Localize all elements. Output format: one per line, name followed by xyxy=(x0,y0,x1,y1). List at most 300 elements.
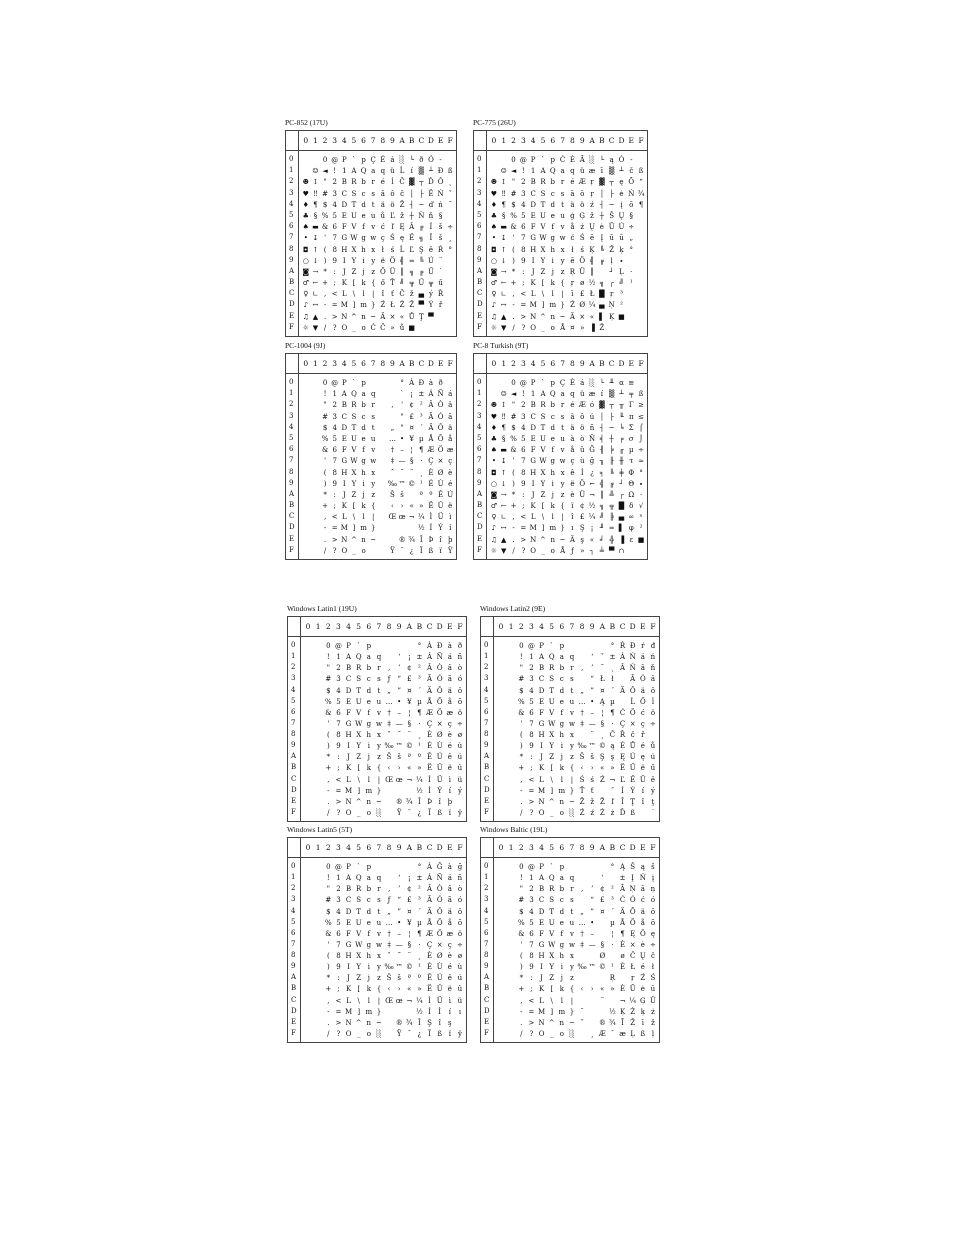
character-cell: 2 xyxy=(332,178,337,187)
column-header: A xyxy=(589,359,595,368)
character-cell: Ĺ xyxy=(399,245,405,254)
character-cell: d xyxy=(366,686,372,695)
character-cell: z xyxy=(560,267,565,276)
character-cell: P xyxy=(346,863,351,871)
character-cell: ^ xyxy=(548,797,555,806)
character-cell: W xyxy=(350,457,358,466)
character-cell: < xyxy=(520,290,527,299)
character-cell: £ xyxy=(579,290,585,299)
character-cell: × xyxy=(579,312,586,321)
character-cell: £ xyxy=(600,896,605,905)
character-cell: I xyxy=(342,479,346,488)
character-cell: › xyxy=(590,985,594,994)
row-header: D xyxy=(289,523,295,532)
character-cell: Ž xyxy=(409,301,415,310)
character-cell: # xyxy=(518,675,525,684)
character-cell: \ xyxy=(352,513,356,522)
character-cell: │ xyxy=(409,189,414,198)
character-cell: G xyxy=(538,719,545,728)
character-cell: l xyxy=(551,513,554,522)
column-header: 8 xyxy=(386,843,392,852)
character-cell: Ø xyxy=(436,952,443,960)
character-cell: $ xyxy=(511,200,516,209)
character-cell: k xyxy=(550,279,555,288)
character-cell: = xyxy=(331,301,338,310)
character-cell: a xyxy=(560,167,565,176)
character-cell: Ç xyxy=(426,940,433,949)
character-cell: æ xyxy=(446,929,454,938)
column-header: 0 xyxy=(498,622,504,631)
character-cell: R xyxy=(351,178,357,187)
character-cell: · xyxy=(611,719,614,728)
character-cell: V xyxy=(356,708,362,717)
character-cell: ® xyxy=(395,1018,403,1027)
character-cell: < xyxy=(335,775,342,784)
character-cell: ↨ xyxy=(312,234,319,243)
character-cell: * xyxy=(519,753,524,762)
character-cell: C xyxy=(341,189,347,198)
character-cell: ë xyxy=(640,764,645,773)
character-cell: , xyxy=(520,775,523,784)
character-cell: d xyxy=(361,423,366,432)
character-cell: í xyxy=(448,786,451,795)
character-cell: b xyxy=(550,401,556,410)
row-header: 2 xyxy=(477,400,482,409)
character-cell: µ xyxy=(610,697,615,706)
character-cell: ˙ xyxy=(651,808,655,817)
character-cell: 3 xyxy=(521,412,526,421)
character-cell: K xyxy=(538,764,545,773)
character-cell: ] xyxy=(541,301,545,310)
character-cell: į xyxy=(651,874,655,883)
character-cell: E xyxy=(539,697,545,706)
character-cell: G xyxy=(530,234,536,243)
character-cell: ' xyxy=(520,719,523,728)
column-header: E xyxy=(447,843,453,852)
character-cell: ç xyxy=(640,719,645,728)
character-cell: Î xyxy=(429,234,433,243)
character-cell: m xyxy=(549,301,557,310)
character-cell: Ľ xyxy=(620,775,625,784)
character-cell: v xyxy=(371,446,376,455)
character-cell: º xyxy=(417,753,422,762)
row-header: E xyxy=(291,1017,297,1026)
character-cell: ® xyxy=(398,535,406,544)
character-cell: × xyxy=(629,719,636,728)
character-cell: Æ xyxy=(578,401,586,410)
character-cell: ± xyxy=(418,390,425,399)
character-cell: ī xyxy=(600,167,603,176)
character-cell: · xyxy=(630,267,633,276)
character-cell: ∟ xyxy=(500,290,507,299)
column-header: A xyxy=(399,136,405,145)
character-cell: ? xyxy=(336,1029,341,1038)
character-cell: Ž xyxy=(579,797,585,806)
character-cell: m xyxy=(558,786,566,795)
character-cell: t xyxy=(561,200,564,209)
character-cell: ½ xyxy=(417,524,425,533)
character-cell: ú xyxy=(457,974,463,983)
character-cell: ^ xyxy=(351,312,357,321)
character-cell: ð xyxy=(419,156,424,164)
character-cell: ů xyxy=(380,211,386,220)
character-cell: Å xyxy=(560,323,566,332)
character-cell: ‹ xyxy=(387,985,391,994)
character-cell: a xyxy=(559,874,564,883)
character-cell: Š xyxy=(609,211,615,220)
character-cell: e xyxy=(361,434,366,443)
character-cell: Ô xyxy=(629,686,636,695)
character-cell: ? xyxy=(332,323,337,332)
character-cell: a xyxy=(366,874,371,883)
character-cell: š xyxy=(651,863,655,871)
character-cell: G xyxy=(345,940,352,949)
row-header: 8 xyxy=(291,951,296,959)
row-header: 1 xyxy=(477,389,482,398)
character-cell: ĺ xyxy=(391,178,394,187)
character-cell: · xyxy=(418,940,421,949)
character-cell: d xyxy=(559,907,565,916)
character-cell: ? xyxy=(529,1029,534,1038)
character-cell: ‚ xyxy=(580,664,584,673)
character-cell: Y xyxy=(540,256,546,265)
character-cell: [ xyxy=(357,985,361,994)
character-cell: 8 xyxy=(332,245,337,254)
character-cell: ¤ xyxy=(407,907,412,916)
character-cell: æ xyxy=(588,167,596,176)
character-cell: ¬ xyxy=(408,513,415,522)
character-cell: ś xyxy=(390,245,395,254)
character-cell: 0 xyxy=(519,642,524,650)
character-cell: . xyxy=(512,312,515,321)
character-cell: Ý xyxy=(428,301,434,310)
character-cell: & xyxy=(518,929,525,938)
character-cell: ╗ xyxy=(419,234,424,243)
row-header: 5 xyxy=(484,696,489,705)
character-cell: Å xyxy=(620,918,626,927)
character-cell: , xyxy=(327,775,330,784)
character-cell: ╝ xyxy=(399,279,405,288)
character-cell: ¶ xyxy=(610,708,615,717)
row-header: D xyxy=(289,300,295,309)
character-cell: X xyxy=(549,731,555,739)
character-cell: v xyxy=(569,929,574,938)
character-cell: Û xyxy=(437,502,444,511)
table-title: Windows Latin1 (19U) xyxy=(287,604,357,613)
character-cell: ¡ xyxy=(410,390,414,399)
character-cell: * xyxy=(323,267,327,276)
character-cell: Ń xyxy=(639,874,646,883)
row-header: 6 xyxy=(291,707,296,716)
character-cell: y xyxy=(371,479,376,488)
character-cell: V xyxy=(549,708,555,717)
character-cell: Y xyxy=(549,742,554,751)
character-cell: \ xyxy=(550,775,553,784)
character-cell: Í xyxy=(428,786,431,795)
character-cell: ä xyxy=(570,200,575,209)
character-cell: g xyxy=(361,457,366,466)
character-cell: ╥ xyxy=(619,401,624,410)
character-cell: Ğ xyxy=(436,863,443,871)
character-cell: ○ xyxy=(302,256,309,265)
character-cell: ╧ xyxy=(599,546,604,555)
character-cell: ő xyxy=(380,279,385,288)
character-cell: Ś xyxy=(650,974,656,983)
character-cell: s xyxy=(371,412,375,421)
character-cell: # xyxy=(322,412,328,421)
character-cell: ” xyxy=(590,686,594,695)
character-cell: : xyxy=(530,753,533,762)
row-header: 1 xyxy=(484,873,489,882)
character-cell: ě xyxy=(428,245,434,254)
character-cell: w xyxy=(370,234,377,243)
character-cell: ō xyxy=(580,189,585,198)
character-cell: 0 xyxy=(322,156,328,164)
character-cell: ă xyxy=(650,675,656,684)
character-cell: - xyxy=(520,1007,523,1016)
column-header: D xyxy=(436,622,443,631)
character-cell: ÷ xyxy=(650,719,656,728)
character-cell: õ xyxy=(650,918,656,927)
column-header: D xyxy=(629,622,636,631)
character-cell: ) xyxy=(512,479,515,488)
character-cell: , xyxy=(512,290,515,299)
row-header: A xyxy=(484,973,490,982)
character-cell: Î xyxy=(418,797,421,806)
character-cell: ³ xyxy=(620,290,623,299)
character-cell: Ļ xyxy=(619,267,624,276)
character-cell: ¿ xyxy=(417,808,422,817)
character-cell: 5 xyxy=(521,434,526,443)
character-cell: $ xyxy=(519,686,524,695)
character-cell: Ë xyxy=(427,764,433,773)
character-cell: Ņ xyxy=(629,885,636,894)
character-cell: « xyxy=(407,985,412,994)
character-cell: I xyxy=(540,742,543,751)
character-cell: ¸ xyxy=(448,234,452,243)
character-cell: ] xyxy=(541,524,545,533)
column-header: 9 xyxy=(396,843,402,852)
character-cell: ć xyxy=(640,708,645,717)
character-cell: Ü xyxy=(436,775,443,784)
character-cell: I xyxy=(531,256,535,265)
character-cell: L xyxy=(539,996,544,1005)
character-cell: P xyxy=(530,379,536,387)
character-cell: ü xyxy=(579,167,585,176)
row-header: 4 xyxy=(289,422,294,431)
character-cell: ß xyxy=(437,1029,443,1038)
character-cell: - xyxy=(327,1007,330,1016)
column-header: F xyxy=(457,843,463,852)
character-cell: 2 xyxy=(332,401,337,410)
character-cell: w xyxy=(568,719,575,728)
row-header-divider xyxy=(298,131,299,336)
row-header: 4 xyxy=(289,199,294,208)
character-cell: » xyxy=(417,985,422,994)
character-cell: ♪ xyxy=(491,301,497,310)
column-header: C xyxy=(418,359,425,368)
character-cell: ā xyxy=(640,885,645,894)
character-cell: ( xyxy=(519,952,523,960)
table-title: PC-852 (17U) xyxy=(285,118,328,127)
character-cell: ¬ xyxy=(406,996,413,1005)
character-cell: ¬ xyxy=(609,775,616,784)
character-cell: O xyxy=(530,323,537,332)
character-cell: ┌ xyxy=(609,279,614,288)
character-cell: ę xyxy=(650,929,656,938)
character-cell: _ xyxy=(541,323,545,332)
character-cell: s xyxy=(377,675,381,684)
character-cell: K xyxy=(345,985,352,994)
character-cell: ' xyxy=(520,940,523,949)
character-cell: “ xyxy=(590,675,594,684)
character-cell: O xyxy=(538,808,545,817)
character-cell: ™ xyxy=(398,479,406,488)
character-cell: ! xyxy=(521,390,525,399)
character-cell: W xyxy=(350,234,358,243)
character-cell: ¾ xyxy=(405,797,413,806)
character-cell: ∩ xyxy=(618,546,625,555)
character-cell: é xyxy=(447,742,452,751)
character-cell: ¤ xyxy=(409,423,414,432)
character-cell: Đ xyxy=(629,642,636,650)
character-cell: l xyxy=(551,290,554,299)
column-header: 7 xyxy=(376,622,382,631)
character-cell: ▲ xyxy=(501,535,507,544)
character-cell: ` xyxy=(352,156,356,164)
character-cell: G xyxy=(341,457,348,466)
character-cell: ø xyxy=(457,952,463,960)
character-cell: H xyxy=(538,731,545,739)
row-header: C xyxy=(484,774,490,783)
character-cell: ñ xyxy=(589,423,595,432)
character-cell: ) xyxy=(323,479,327,488)
character-cell: r xyxy=(377,885,381,894)
row-header-divider xyxy=(486,354,487,559)
character-cell: + xyxy=(510,279,517,288)
character-cell: Θ xyxy=(628,479,635,488)
character-cell: ¹ xyxy=(629,279,633,288)
character-cell: █ xyxy=(618,502,625,511)
character-cell: C xyxy=(341,412,347,421)
character-cell: Č xyxy=(399,178,405,187)
character-cell: w xyxy=(559,234,566,243)
character-cell: Ų xyxy=(618,211,625,220)
character-cell: © xyxy=(405,963,413,972)
character-cell: { xyxy=(376,985,382,994)
character-cell: Æ xyxy=(578,178,586,187)
character-cell: k xyxy=(550,502,555,511)
character-cell: ‹ xyxy=(387,764,391,773)
character-cell: G xyxy=(530,457,536,466)
character-cell: ┼ xyxy=(409,211,414,220)
character-cell: A xyxy=(341,390,347,399)
character-cell: § xyxy=(600,719,605,728)
character-cell: " xyxy=(519,885,523,894)
character-cell: ` xyxy=(352,379,356,387)
character-cell: } xyxy=(569,786,575,795)
row-header: 7 xyxy=(484,718,489,727)
character-cell: d xyxy=(361,200,366,209)
character-cell: č xyxy=(630,731,635,739)
character-cell: ¢ xyxy=(409,401,414,410)
character-cell: i xyxy=(367,742,370,751)
character-cell: → xyxy=(500,490,507,499)
character-cell: w xyxy=(568,940,575,949)
character-cell: p xyxy=(550,156,556,164)
character-cell: ░ xyxy=(589,379,595,387)
column-header: 6 xyxy=(361,136,366,145)
character-cell: [ xyxy=(352,279,356,288)
column-header: 8 xyxy=(380,359,386,368)
character-cell: Ë xyxy=(428,502,434,511)
character-cell: â xyxy=(570,412,575,421)
character-cell: % xyxy=(324,918,332,927)
column-header: 6 xyxy=(550,359,556,368)
code-table-pc852 xyxy=(285,118,457,339)
character-cell: č xyxy=(629,167,634,176)
column-header: C xyxy=(619,622,626,631)
character-cell: Ë xyxy=(620,764,626,773)
character-cell: à xyxy=(570,434,575,443)
character-cell: @ xyxy=(334,863,342,871)
character-cell: ▒ xyxy=(608,167,615,176)
column-header: 5 xyxy=(549,843,555,852)
character-cell: ú xyxy=(457,753,463,762)
character-cell: Ų xyxy=(639,952,646,960)
column-header: C xyxy=(418,136,425,145)
character-cell: é xyxy=(380,178,385,187)
character-cell: ¥ xyxy=(409,434,414,443)
character-cell: V xyxy=(540,446,546,455)
character-cell: Ň xyxy=(418,211,425,220)
column-header: 1 xyxy=(315,843,321,852)
character-cell: ≈ xyxy=(638,457,645,466)
row-header: 0 xyxy=(477,378,482,386)
character-cell: Š xyxy=(386,753,392,762)
character-cell: ╓ xyxy=(619,446,624,455)
character-cell: L xyxy=(346,775,351,784)
character-cell: — xyxy=(588,719,596,728)
character-cell: : xyxy=(522,267,525,276)
character-cell: ╡ xyxy=(599,434,604,443)
character-cell: î xyxy=(571,513,574,522)
character-cell: é xyxy=(570,178,575,187)
character-cell: d xyxy=(366,907,372,916)
character-cell: å xyxy=(640,918,645,927)
row-header: B xyxy=(289,501,295,510)
character-cell: ∙ xyxy=(619,256,624,265)
character-cell: > xyxy=(331,312,338,321)
column-header: 5 xyxy=(549,622,555,631)
character-cell: { xyxy=(569,764,575,773)
character-cell: 4 xyxy=(521,200,526,209)
row-header: 8 xyxy=(484,951,489,959)
character-cell: ” xyxy=(397,686,401,695)
character-cell: ' xyxy=(324,234,327,243)
character-cell: ‼ xyxy=(313,189,318,198)
character-cell: Ø xyxy=(579,301,586,310)
character-cell: └ xyxy=(599,156,604,164)
character-cell: @ xyxy=(334,642,342,650)
character-cell: ö xyxy=(457,708,463,717)
column-header: 8 xyxy=(570,136,575,145)
character-cell: ! xyxy=(519,653,523,662)
character-cell: l xyxy=(362,513,365,522)
character-cell: ◘ xyxy=(491,245,497,254)
character-cell: H xyxy=(530,468,537,477)
character-cell: g xyxy=(366,940,372,949)
